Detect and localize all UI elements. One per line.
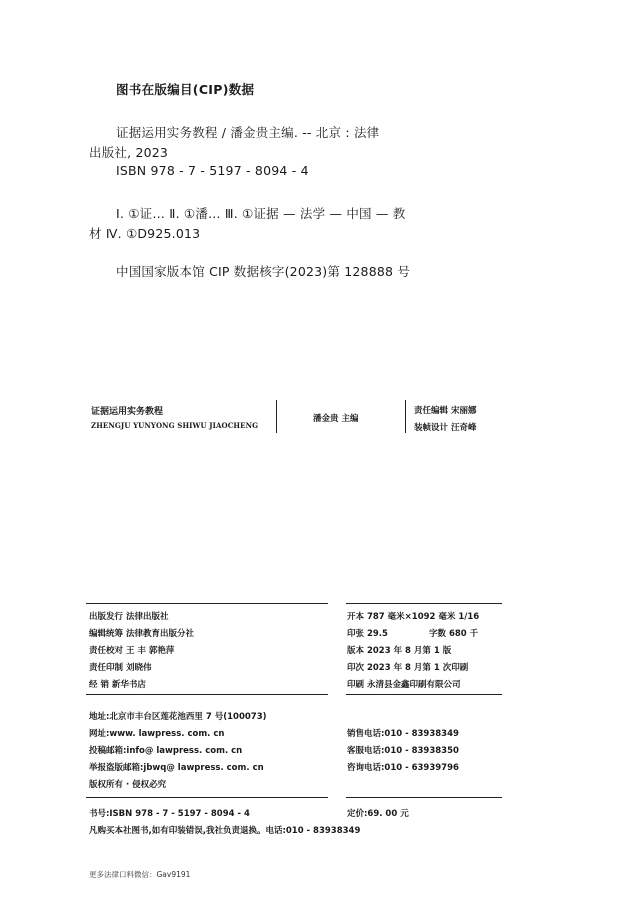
address-row: 地址:北京市丰台区莲花池西里 7 号(100073) <box>89 712 267 722</box>
rule-mid-right <box>346 694 502 695</box>
copyright-notice: 版权所有 · 侵权必究 <box>89 780 167 790</box>
service-phone: 客服电话:010 - 83938350 <box>347 746 459 756</box>
print-manager-row: 责任印制 刘晓伟 <box>89 663 152 673</box>
cip-bibliographic-line: 证据运用实务教程 / 潘金贵主编. -- 北京 : 法律 <box>116 125 380 140</box>
sales-phone: 销售电话:010 - 83938349 <box>347 729 459 739</box>
cip-classification-cont: 材 Ⅳ. ①D925.013 <box>89 226 201 241</box>
edition-row: 版本 2023 年 8 月第 1 版 <box>347 646 452 656</box>
book-title-zh: 证据运用实务教程 <box>91 407 164 417</box>
sheets-row: 印张 29.5 <box>347 629 388 639</box>
return-notice: 凡购买本社图书,如有印装错误,我社负责退换。电话:010 - 83938349 <box>89 826 361 836</box>
band-divider-right <box>405 400 406 433</box>
word-count: 字数 680 千 <box>429 629 479 639</box>
book-author: 潘金贵 主编 <box>313 414 359 424</box>
cip-record-number: 中国国家版本馆 CIP 数据核字(2023)第 128888 号 <box>116 264 411 279</box>
book-title-en: ZHENGJU YUNYONG SHIWU JIAOCHENG <box>91 421 259 430</box>
book-number: 书号:ISBN 978 - 7 - 5197 - 8094 - 4 <box>89 809 250 819</box>
band-divider-left <box>276 400 277 433</box>
watermark-text: 更多法律口料微信：Gav9191 <box>89 870 191 879</box>
rule-bottom-right <box>346 797 502 798</box>
inquiry-phone: 咨询电话:010 - 63939796 <box>347 763 459 773</box>
printer-row: 印刷 永清县金鑫印刷有限公司 <box>347 680 461 690</box>
cover-designer: 装帧设计 汪奇峰 <box>414 423 477 433</box>
format-row: 开本 787 毫米×1092 毫米 1/16 <box>347 612 480 622</box>
proofreader-row: 责任校对 王 丰 郭艳萍 <box>89 646 175 656</box>
rule-top-left <box>86 603 328 604</box>
rule-top-right <box>346 603 502 604</box>
cip-classification: Ⅰ. ①证… Ⅱ. ①潘… Ⅲ. ①证据 — 法学 — 中国 — 教 <box>116 206 406 221</box>
cip-heading: 图书在版编目(CIP)数据 <box>116 82 255 97</box>
cip-bibliographic-line-cont: 出版社, 2023 <box>89 145 169 160</box>
website-row: 网址:www. lawpress. com. cn <box>89 729 225 739</box>
cip-isbn: ISBN 978 - 7 - 5197 - 8094 - 4 <box>116 163 309 178</box>
publisher-row: 出版发行 法律出版社 <box>89 612 169 622</box>
submission-email-row: 投稿邮箱:info@ lawpress. com. cn <box>89 746 243 756</box>
editorial-row: 编辑统筹 法律教育出版分社 <box>89 629 194 639</box>
price: 定价:69. 00 元 <box>347 809 409 819</box>
rule-mid-left <box>86 694 328 695</box>
piracy-report-email-row: 举报盗版邮箱:jbwq@ lawpress. com. cn <box>89 763 264 773</box>
responsible-editor: 责任编辑 宋丽娜 <box>414 406 477 416</box>
printing-row: 印次 2023 年 8 月第 1 次印刷 <box>347 663 469 673</box>
rule-bottom-left <box>86 797 328 798</box>
distributor-row: 经 销 新华书店 <box>89 680 146 690</box>
